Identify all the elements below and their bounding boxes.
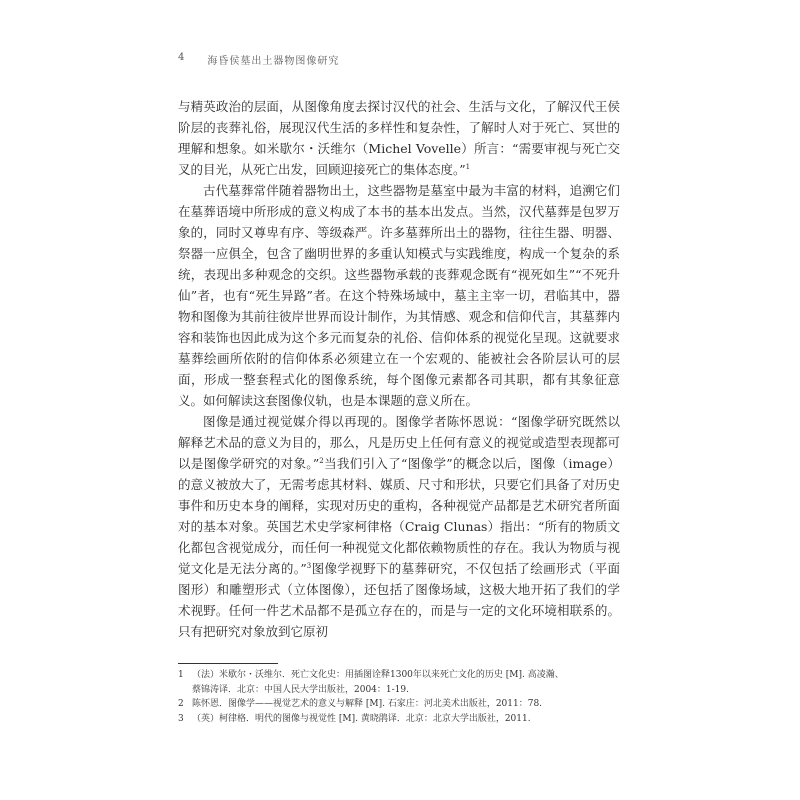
footnote [178,712,620,727]
footnote-text: （英）柯律格．明代的图像与视觉性 [M]. 黄晓鹃译．北京：北京大学出版社，2011. [192,713,531,724]
footnote [178,668,620,683]
paragraph-text: 古代墓葬常伴随着器物出土，这些器物是墓室中最为丰富的材料，追溯它们在墓葬语境中所形成的意义构成了本书的基本出发点。当然，汉代墓葬是包罗万象的，同时又尊卑有序、等级森严。许多墓葬所出土的器物，往往生器、明器、祭器一应俱全，包含了幽明世界的多重认知模式与实践维度，构成一个复杂的系统，表现出多种观念的交织。这些器物承载的丧葬观念既有“视死如生”“不死升仙”者，也有“死生异路”者。在这个特殊场域中，墓主主宰一切，君临其中，器物和图像为其前往彼岸世界而设计制作，为其情感、观念和信仰代言，其墓葬内容和装饰也因此成为这个多元而复杂的礼俗、信仰体系的视觉化呈现。这就要求墓葬绘画所依附的信仰体系必须建立在一个宏观的、能被社会各阶层认可的层面，形成一整套程式化的图像系统，每个图像元素都各司其职，都有其象征意义。如何解读这套图像仪轨，也是本课题的意义所在。 [178,183,620,408]
paragraph-text: 当我们引入了“图像学”的概念以后，图像（image）的意义被放大了，无需考虑其材料、媒质、尺寸和形状，只要它们具备了对历史事件和历史本身的阐释，实现对历史的重构，各种视觉产品都是艺术研究者所面对的基本对象。英国艺术史学家柯律格（Craig Clunas）指出：“所有的物质文化都包含视觉成分，而任何一种视觉文化都依赖物质性的存在。我认为物质与视觉文化是无法分离的。” [178,456,620,576]
footnote-number: 3 [178,713,184,724]
running-title: 海昏侯墓出土器物图像研究 [207,56,340,67]
footnote-number: 2 [178,699,184,709]
paragraph-text: 图像学视野下的墓葬研究，不仅包括了绘画形式（平面图形）和雕塑形式（立体图像），还包括了图像场域，这极大地开拓了我们的学术视野。任何一件艺术品都不是孤立存在的，而是与一定的文化环境相联系的。只有把研究对象放到它原初 [178,561,620,639]
footnote-ref: 1 [465,162,471,171]
paragraph-2 [178,180,620,411]
page-number: 4 [178,52,186,63]
footnote-continuation [178,683,620,698]
footnote-text: 蔡锦涛译．北京：中国人民大学出版社，2004：1-19. [192,684,409,695]
footnote-text: （法）米歇尔・沃维尔．死亡文化史：用插图诠释1300年以来死亡文化的历史 [M]. 高凌瀚、 [192,670,564,680]
footnote-ref: 3 [306,561,312,570]
paragraph-3 [178,411,620,642]
body-text [178,96,620,642]
footnote-divider [178,663,278,664]
footnote-number: 1 [178,670,184,680]
footnote-ref: 2 [319,456,324,465]
paragraph-text: 图像是通过视觉媒介得以再现的。图像学者陈怀恩说：“图像学研究既然以解释艺术品的意义为目的，那么，凡是历史上任何有意义的视觉或造型表现都可以是图像学研究的对象。” [178,414,620,471]
paragraph-1 [178,96,620,180]
paragraph-text: 与精英政治的层面，从图像角度去探讨汉代的社会、生活与文化，了解汉代王侯阶层的丧葬礼俗，展现汉代生活的多样性和复杂性，了解时人对于死亡、冥世的理解和想象。如米歇尔・沃维尔（Michel Vovelle）所言：“需要审视与死亡交叉的目光，从死亡出发，回顾迎接死亡的集体态度。” [178,99,620,177]
footnote-text: 陈怀恩．图像学——视觉艺术的意义与解释 [M]. 石家庄：河北美术出版社，2011：78. [192,699,543,709]
footnote [178,697,620,712]
page-header [178,52,339,67]
footnotes [178,668,620,726]
